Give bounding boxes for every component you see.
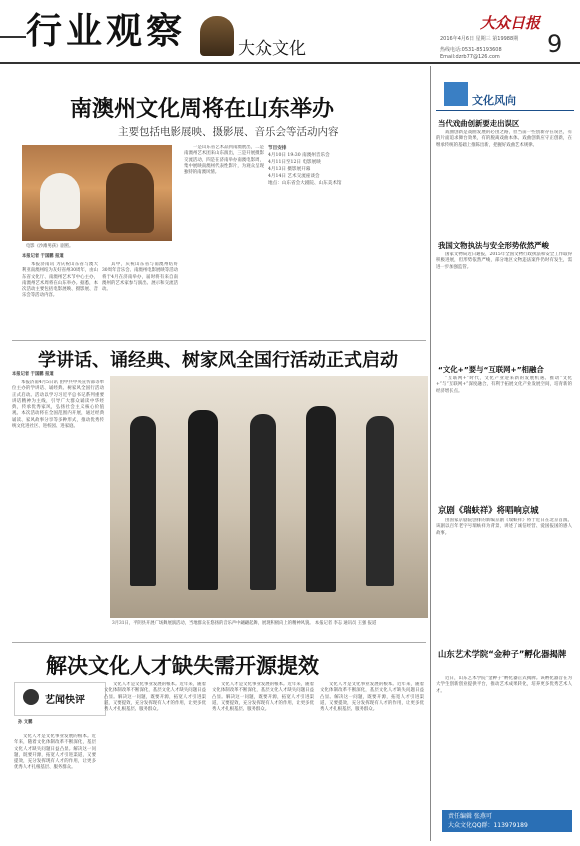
news-item-text: 戏曲创新是戏曲发展的必由之路，但当前一些创新存在误区，有的片面追求舞台效果，有的脱离戏曲本体。戏曲创新应守正创新，在继承传统的基础上推陈出新，把握好戏曲艺术规律。 — [436, 130, 572, 148]
lead-program-title: 节目安排 — [268, 146, 287, 151]
third-body-text: 文化人才是文化事业发展的根本。近年来，随着文化体制改革不断深化，基层文化人才缺失问题日益凸显。解决这一问题，既要开源，拓宽人才引进渠道，又要提效，充分发挥现有人才的作用，让更多优秀人才扎根基层、服务群众。 — [104, 682, 206, 713]
fengxiang-square-icon — [444, 82, 468, 106]
section-subtitle: 大众文化 — [238, 39, 306, 59]
lead-program-line: 4月11日至12日 电影展映 — [268, 160, 321, 165]
news-item-text: 由国家京剧院创排的新编京剧《瑞蚨祥》将于近日在北京首演。该剧以百年老字号瑞蚨祥为背景，讲述了诚信经营、爱国报国的感人故事。 — [436, 518, 572, 536]
lead-photo-figure-left — [40, 173, 80, 229]
qq-group: 大众文化QQ群：113979189 — [448, 822, 528, 829]
column-divider — [430, 66, 431, 841]
news-item-body — [436, 676, 572, 806]
lead-program — [268, 145, 350, 335]
lead-body-col2 — [102, 262, 178, 332]
news-item-title: 当代戏曲创新要走出误区 — [438, 119, 520, 128]
lead-byline: 本报记者 于国鹏 报道 — [22, 254, 64, 259]
third-body-col2 — [104, 682, 206, 838]
third-body-col4 — [320, 682, 424, 838]
dancer — [130, 416, 156, 586]
lead-body-c: 一是山东省艺术品到南澳展出，二是南澳州艺术团来山东演出，三是开展摄影交流活动，四是在济南举办南澳电影周，集中展映南澳州代表性影片，为观众呈现独特的南澳风情。 — [184, 145, 264, 176]
second-photo-caption: 3月31日，平阴县开展广场舞展演活动，当地群众在悠扬的音乐声中翩翩起舞，展现积极向上的精神风貌。 本报记者 李志 通讯员 王强 报道 — [112, 621, 377, 626]
third-body-col1 — [14, 734, 96, 838]
news-item-title: “文化+”要与“互联网+”相融合 — [438, 365, 544, 374]
date-line: 2016年4月6日 星期三 第19988期 — [440, 36, 519, 42]
news-item-title: 山东艺术学院“金种子”孵化器揭牌 — [438, 649, 567, 659]
masthead-portrait — [200, 16, 234, 56]
second-byline: 本报记者 于国鹏 报道 — [12, 372, 54, 377]
lead-photo — [22, 145, 172, 241]
dancer — [366, 416, 394, 586]
third-body-text: 文化人才是文化事业发展的根本。近年来，随着文化体制改革不断深化，基层文化人才缺失问题日益凸显。解决这一问题，既要开源，拓宽人才引进渠道，又要提效，充分发挥现有人才的作用，让更多优秀人才扎根基层、服务群众。 — [320, 682, 424, 713]
section-title: 行业观察 — [26, 11, 187, 52]
masthead-rule-left — [0, 36, 26, 38]
column-badge: 艺闻快评 — [45, 695, 85, 706]
lead-program-line: 4月10日 19:30 南澳州音乐会 — [268, 153, 330, 158]
editor-footer — [442, 810, 572, 832]
news-item-title: 京剧《瑞蚨祥》将唱响京城 — [438, 505, 539, 515]
fengxiang-badge: 文化风向 — [472, 94, 516, 107]
third-rule — [12, 642, 426, 643]
dancer — [188, 410, 218, 590]
editor-name: 责任编辑 张燕可 — [448, 813, 492, 820]
third-body-text: 文化人才是文化事业发展的根本。近年来，随着文化体制改革不断深化，基层文化人才缺失问题日益凸显。解决这一问题，既要开源，拓宽人才引进渠道，又要提效，充分发挥现有人才的作用，让更多优秀人才扎根基层、服务群众。 — [14, 734, 96, 771]
lead-headline: 南澳州文化周将在山东举办 — [70, 97, 335, 122]
lead-body-col3 — [184, 145, 264, 335]
edit-line: 热线电话:0531-85193608 Email:dzrb77@126.com — [440, 47, 502, 60]
column-badge-box — [14, 682, 106, 716]
second-rule — [12, 340, 426, 341]
lead-body-col1 — [22, 262, 98, 332]
lead-body-a: 本报济南讯 为庆祝山东省与澳大利亚南澳州结为友好省州30周年，由山东省文化厅、南澳州艺术节中心主办，南澳州艺术周将在山东举办。据悉，本次活动主要包括电影展映、摄影展、音乐会等活动内容。 — [22, 262, 98, 299]
news-item-body — [436, 518, 572, 636]
news-item-text: 国家文物局近日通报，2015年全国文物行政执法和安全工作取得积极进展，但形势依然严峻，部分地区文物违法案件仍时有发生，需进一步加强监管。 — [436, 252, 572, 270]
news-item-text: “互联网+”时代，文化产业迎来新的发展机遇。推动“文化+”与“互联网+”深度融合，有利于拓展文化产业发展空间，培育新的经济增长点。 — [436, 376, 572, 394]
second-headline: 学讲话、诵经典、树家风全国行活动正式启动 — [38, 350, 398, 371]
news-item-body — [436, 252, 572, 360]
quill-icon — [23, 689, 39, 705]
dancer — [250, 414, 276, 590]
news-item-body — [436, 376, 572, 500]
second-body-text: 本报济南4月5日讯 由中共中央宣传部等单位主办的学讲话、诵经典、树家风全国行活动正式启动。活动以学习习近平总书记系列重要讲话精神为主线，引导广大群众诵读中华经典，传承优秀家风，弘扬社会主义核心价值观。本次活动将在全国范围内开展，通过经典诵读、家风故事分享等多种形式，推动优秀传统文化进社区、进校园、进家庭。 — [12, 380, 104, 430]
dancer — [306, 406, 336, 592]
news-item-text: 近日，山东艺术学院“金种子”孵化器正式揭牌。该孵化器旨在为大学生创新创业提供平台，推动艺术成果转化，培养更多优秀艺术人才。 — [436, 676, 572, 694]
third-author: 孙 文鹏 — [18, 720, 33, 725]
lead-program-line: 4月13日 摄影展开幕 — [268, 167, 311, 172]
lead-photo-figure-right — [106, 163, 154, 233]
third-body-text: 文化人才是文化事业发展的根本。近年来，随着文化体制改革不断深化，基层文化人才缺失问题日益凸显。解决这一问题，既要开源，拓宽人才引进渠道，又要提效，充分发挥现有人才的作用，让更多优秀人才扎根基层、服务群众。 — [212, 682, 314, 713]
masthead-rule — [0, 62, 580, 64]
lead-program-line: 4月14日 艺术交流座谈会 — [268, 174, 320, 179]
third-headline: 解决文化人才缺失需开源提效 — [46, 654, 319, 678]
third-body-col3 — [212, 682, 314, 838]
lead-program-line: 地点：山东省会大剧院、山东美术馆 — [268, 181, 342, 186]
lead-subhead: 主要包括电影展映、摄影展、音乐会等活动内容 — [118, 126, 339, 138]
page-number: 9 — [547, 30, 563, 58]
fengxiang-rule — [436, 110, 574, 111]
news-item-body — [436, 130, 572, 236]
second-body — [12, 380, 104, 616]
newspaper-logo: 大众日报 — [480, 14, 541, 32]
news-item-title: 我国文物执法与安全形势依然严峻 — [438, 241, 549, 250]
lead-body-b: 其中，庆祝山东省与南澳州结好30周年音乐会、南澳州电影展映等活动将于4月在济南举办，届时将有来自南澳州的艺术家参与演出、展示和交流活动。 — [102, 262, 178, 293]
second-photo — [110, 376, 428, 618]
lead-photo-caption: 电影《沙滩男孩》剧照。 — [26, 244, 74, 249]
